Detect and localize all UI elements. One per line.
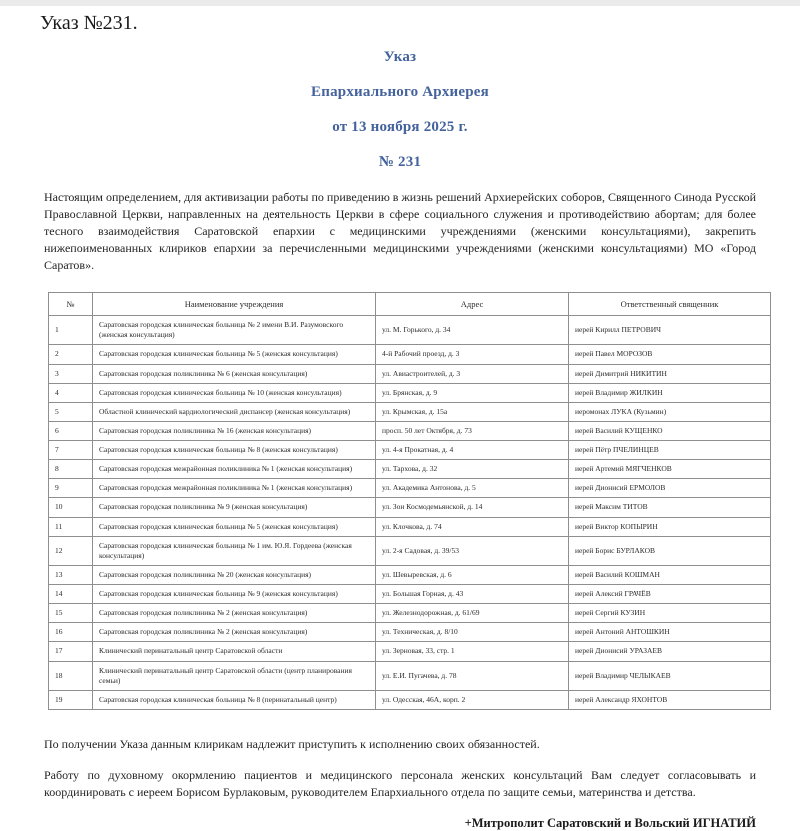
address-cell: ул. 2-я Садовая, д. 39/53 bbox=[376, 536, 569, 565]
row-number-cell: 9 bbox=[49, 479, 93, 498]
priest-cell: иерей Павел МОРОЗОВ bbox=[569, 345, 771, 364]
row-number-cell: 2 bbox=[49, 345, 93, 364]
address-cell: ул. Е.И. Пугачева, д. 78 bbox=[376, 661, 569, 690]
row-number-cell: 15 bbox=[49, 604, 93, 623]
row-number-cell: 13 bbox=[49, 565, 93, 584]
intro-paragraph: Настоящим определением, для активизации работы по приведению в жизнь решений Архиерейских соборов, Священного Синода Русской Православной Церкви, направленных на деятельность Церкви в сфере социального служения и противодействию абортам; для более тесного взаимодействия Саратовской епархии с медицинскими учреждениями (женскими консультациями), закрепить нижепоименованных клириков епархии за перечисленными медицинскими учреждениями (женскими консультациями) МО «Город Саратов». bbox=[44, 190, 756, 273]
table-row bbox=[49, 623, 771, 642]
table-header-row bbox=[49, 293, 771, 316]
address-cell: ул. Зерновая, 33, стр. 1 bbox=[376, 642, 569, 661]
institution-cell: Саратовская городская поликлиника № 9 (женская консультация) bbox=[93, 498, 376, 517]
row-number-cell: 3 bbox=[49, 364, 93, 383]
row-number-cell: 19 bbox=[49, 690, 93, 709]
address-cell: ул. Брянская, д. 9 bbox=[376, 383, 569, 402]
priest-cell: иерей Артемий МЯГЧЕНКОВ bbox=[569, 460, 771, 479]
column-header-number: № bbox=[49, 293, 93, 316]
address-cell: ул. Железнодорожная, д. 61/69 bbox=[376, 604, 569, 623]
row-number-cell: 14 bbox=[49, 585, 93, 604]
priest-cell: иерей Владимир ЧЕЛЫКАЕВ bbox=[569, 661, 771, 690]
table-row bbox=[49, 460, 771, 479]
institution-cell: Клинический перинатальный центр Саратовской области (центр планирования семьи) bbox=[93, 661, 376, 690]
institution-cell: Саратовская городская клиническая больница № 2 имени В.И. Разумовского (женская консультация) bbox=[93, 316, 376, 345]
address-cell: ул. Шевыревская, д. 6 bbox=[376, 565, 569, 584]
closing-paragraph-2: Работу по духовному окормлению пациентов и медицинского персонала женских консультаций Вам следует согласовывать и координировать с иереем Борисом Бурлаковым, руководителем Епархиального отдела по защите семьи, материнства и детства. bbox=[44, 767, 756, 800]
table-row bbox=[49, 565, 771, 584]
table-row bbox=[49, 345, 771, 364]
address-cell: ул. М. Горького, д. 34 bbox=[376, 316, 569, 345]
priest-cell: иерей Борис БУРЛАКОВ bbox=[569, 536, 771, 565]
decree-table-body bbox=[49, 316, 771, 710]
table-row bbox=[49, 517, 771, 536]
table-row bbox=[49, 421, 771, 440]
assignments-table bbox=[48, 292, 771, 710]
row-number-cell: 6 bbox=[49, 421, 93, 440]
table-row bbox=[49, 441, 771, 460]
row-number-cell: 12 bbox=[49, 536, 93, 565]
priest-cell: иерей Антоний АНТОШКИН bbox=[569, 623, 771, 642]
priest-cell: иеромонах ЛУКА (Кузьмин) bbox=[569, 402, 771, 421]
table-row bbox=[49, 585, 771, 604]
institution-cell: Саратовская городская клиническая больница № 5 (женская консультация) bbox=[93, 517, 376, 536]
row-number-cell: 17 bbox=[49, 642, 93, 661]
address-cell: ул. Зои Космодемьянской, д. 14 bbox=[376, 498, 569, 517]
priest-cell: иерей Димитрий НИКИТИН bbox=[569, 364, 771, 383]
document-label: Указ №231. bbox=[40, 12, 138, 34]
table-row bbox=[49, 402, 771, 421]
priest-cell: иерей Сергий КУЗИН bbox=[569, 604, 771, 623]
table-row bbox=[49, 479, 771, 498]
table-row bbox=[49, 642, 771, 661]
address-cell: ул. Авиастроителей, д. 3 bbox=[376, 364, 569, 383]
address-cell: ул. Крымская, д. 15а bbox=[376, 402, 569, 421]
table-row bbox=[49, 383, 771, 402]
institution-cell: Саратовская городская клиническая больница № 8 (перинатальный центр) bbox=[93, 690, 376, 709]
priest-cell: иерей Виктор КОПЫРИН bbox=[569, 517, 771, 536]
column-header-priest: Ответственный священник bbox=[569, 293, 771, 316]
institution-cell: Саратовская городская клиническая больница № 9 (женская консультация) bbox=[93, 585, 376, 604]
institution-cell: Саратовская городская межрайонная поликлиника № 1 (женская консультация) bbox=[93, 479, 376, 498]
address-cell: ул. Одесская, 46А, корп. 2 bbox=[376, 690, 569, 709]
priest-cell: иерей Дионисий ЕРМОЛОВ bbox=[569, 479, 771, 498]
institution-cell: Клинический перинатальный центр Саратовской области bbox=[93, 642, 376, 661]
priest-cell: иерей Василий КОШМАН bbox=[569, 565, 771, 584]
priest-cell: иерей Дионисий УРАЗАЕВ bbox=[569, 642, 771, 661]
row-number-cell: 18 bbox=[49, 661, 93, 690]
row-number-cell: 11 bbox=[49, 517, 93, 536]
institution-cell: Саратовская городская клиническая больница № 1 им. Ю.Я. Гордеева (женская консультация) bbox=[93, 536, 376, 565]
institution-cell: Саратовская городская клиническая больница № 8 (женская консультация) bbox=[93, 441, 376, 460]
address-cell: ул. Большая Горная, д. 43 bbox=[376, 585, 569, 604]
priest-cell: иерей Кирилл ПЕТРОВИЧ bbox=[569, 316, 771, 345]
row-number-cell: 4 bbox=[49, 383, 93, 402]
priest-cell: иерей Василий КУЩЕНКО bbox=[569, 421, 771, 440]
address-cell: ул. Клочкова, д. 74 bbox=[376, 517, 569, 536]
row-number-cell: 10 bbox=[49, 498, 93, 517]
page-top-edge bbox=[0, 0, 800, 6]
decree-heading bbox=[0, 49, 800, 171]
institution-cell: Саратовская городская межрайонная поликлиника № 1 (женская консультация) bbox=[93, 460, 376, 479]
address-cell: ул. Академика Антонова, д. 5 bbox=[376, 479, 569, 498]
address-cell: просп. 50 лет Октября, д. 73 bbox=[376, 421, 569, 440]
institution-cell: Саратовская городская поликлиника № 6 (женская консультация) bbox=[93, 364, 376, 383]
table-row bbox=[49, 661, 771, 690]
address-cell: ул. Техническая, д. 8/10 bbox=[376, 623, 569, 642]
table-row bbox=[49, 498, 771, 517]
priest-cell: иерей Пётр ПЧЕЛИНЦЕВ bbox=[569, 441, 771, 460]
signature-line: +Митрополит Саратовский и Вольский ИГНАТИЙ bbox=[464, 815, 756, 830]
priest-cell: иерей Владимир ЖИЛКИН bbox=[569, 383, 771, 402]
row-number-cell: 16 bbox=[49, 623, 93, 642]
row-number-cell: 5 bbox=[49, 402, 93, 421]
table-row bbox=[49, 364, 771, 383]
row-number-cell: 8 bbox=[49, 460, 93, 479]
decree-heading-line-4: № 231 bbox=[378, 154, 422, 170]
institution-cell: Саратовская городская поликлиника № 2 (женская консультация) bbox=[93, 604, 376, 623]
address-cell: 4-й Рабочий проезд, д. 3 bbox=[376, 345, 569, 364]
institution-cell: Саратовская городская клиническая больница № 10 (женская консультация) bbox=[93, 383, 376, 402]
row-number-cell: 1 bbox=[49, 316, 93, 345]
institution-cell: Саратовская городская поликлиника № 16 (женская консультация) bbox=[93, 421, 376, 440]
institution-cell: Саратовская городская клиническая больница № 5 (женская консультация) bbox=[93, 345, 376, 364]
address-cell: ул. Тархова, д. 32 bbox=[376, 460, 569, 479]
institution-cell: Саратовская городская поликлиника № 20 (женская консультация) bbox=[93, 565, 376, 584]
institution-cell: Областной клинический кардиологический диспансер (женская консультация) bbox=[93, 402, 376, 421]
row-number-cell: 7 bbox=[49, 441, 93, 460]
table-row bbox=[49, 536, 771, 565]
priest-cell: иерей Александр ЯХОНТОВ bbox=[569, 690, 771, 709]
table-row bbox=[49, 604, 771, 623]
table-row bbox=[49, 690, 771, 709]
address-cell: ул. 4-я Прокатная, д. 4 bbox=[376, 441, 569, 460]
institution-cell: Саратовская городская поликлиника № 2 (женская консультация) bbox=[93, 623, 376, 642]
column-header-address: Адрес bbox=[376, 293, 569, 316]
decree-heading-line-2: Епархиального Архиерея bbox=[311, 84, 489, 100]
closing-paragraph-1: По получении Указа данным клирикам надлежит приступить к исполнению своих обязанностей. bbox=[44, 736, 540, 751]
decree-heading-line-1: Указ bbox=[383, 49, 417, 65]
decree-heading-line-3: от 13 ноября 2025 г. bbox=[332, 119, 468, 135]
column-header-institution: Наименование учреждения bbox=[93, 293, 376, 316]
priest-cell: иерей Максим ТИТОВ bbox=[569, 498, 771, 517]
table-row bbox=[49, 316, 771, 345]
priest-cell: иерей Алексий ГРАЧЁВ bbox=[569, 585, 771, 604]
